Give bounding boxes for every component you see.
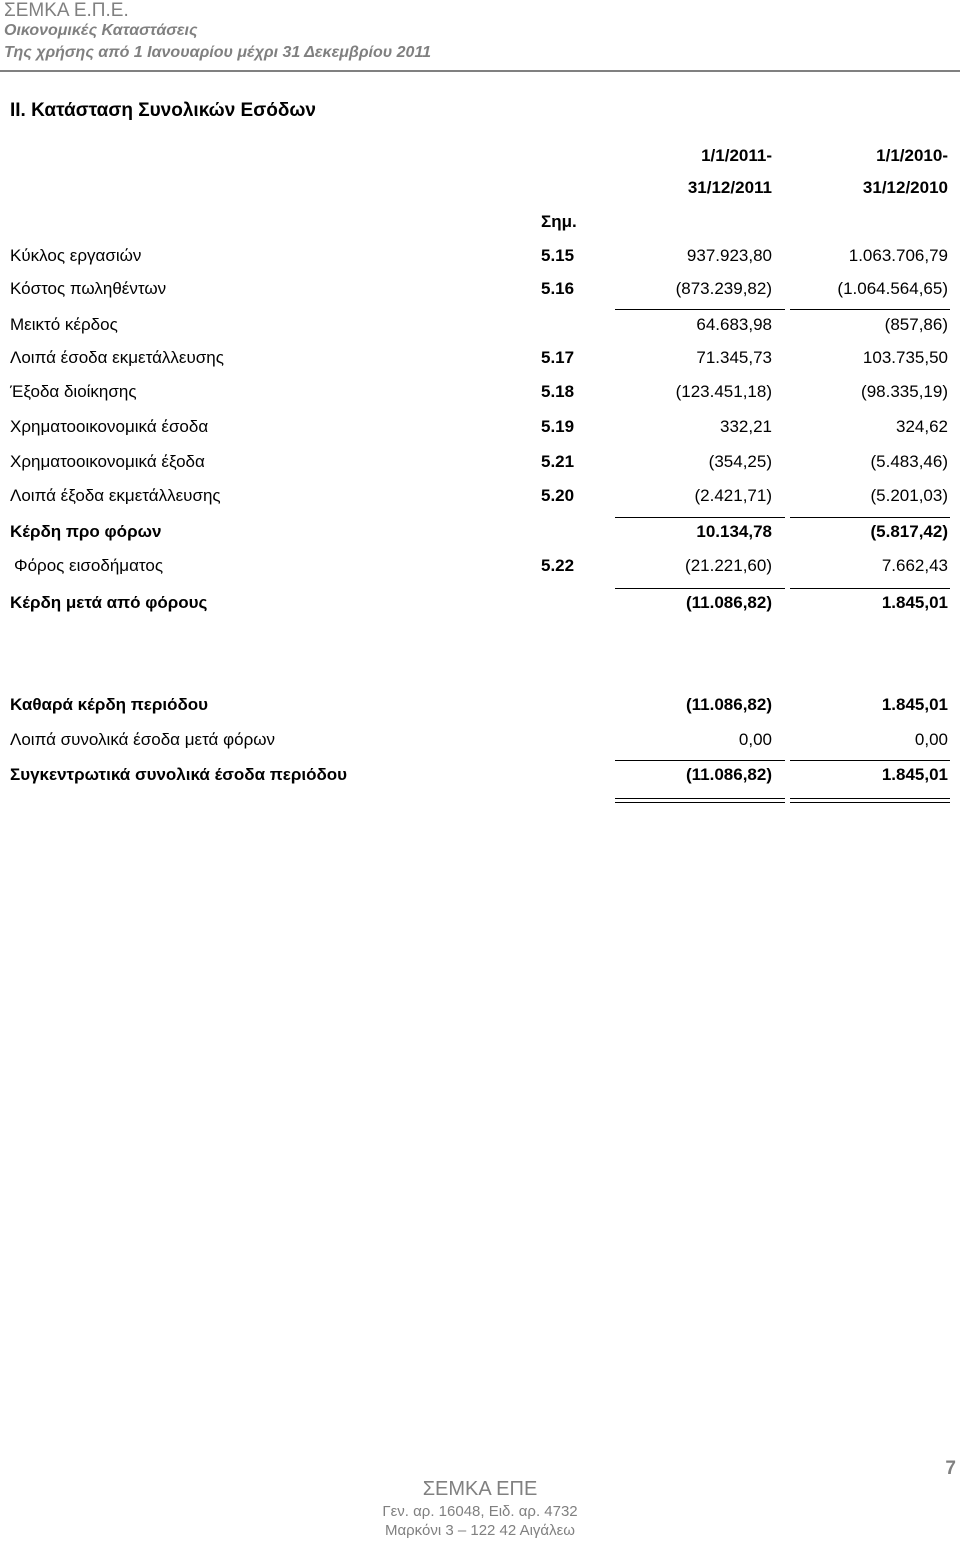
total-double-rule-2010 [790,798,950,803]
row-note: 5.20 [541,486,575,505]
row-other-operating-income [0,348,960,378]
subtotal-rule-2010 [790,760,950,761]
row-income-tax [0,556,960,586]
row-label: Καθαρά κέρδη περιόδου [10,695,209,714]
value-2010: 1.845,01 [881,765,948,784]
value-2011: (2.421,71) [694,486,772,505]
value-2011: (11.086,82) [685,593,772,612]
value-2010: (5.483,46) [870,452,948,471]
row-label: Φόρος εισοδήματος [14,556,164,575]
value-2011: 937.923,80 [686,246,772,265]
row-label: Κέρδη μετά από φόρους [10,593,208,612]
value-2011: (21.221,60) [685,556,772,575]
row-label: Χρηματοοικονομικά έσοδα [10,417,209,436]
statement-title: ΙΙ. Κατάσταση Συνολικών Εσόδων [10,100,316,121]
row-note: 5.18 [541,382,575,401]
row-gross-profit [0,315,960,345]
row-revenue [0,246,960,276]
value-2010: 1.845,01 [881,593,948,612]
row-other-operating-expenses [0,486,960,516]
row-note: 5.17 [541,348,575,367]
row-cost-of-sales [0,279,960,309]
header-divider [0,70,960,72]
value-2011: (11.086,82) [685,765,772,784]
value-2010: 103.735,50 [862,348,948,367]
value-2011: 10.134,78 [696,522,772,541]
subtotal-rule-2010 [790,588,950,589]
period-subtitle: Της χρήσης από 1 Ιανουαρίου μέχρι 31 Δεκεμβρίου 2011 [4,44,432,61]
value-2011: 0,00 [738,730,772,749]
row-note: 5.19 [541,417,575,436]
value-2010: (98.335,19) [861,382,948,401]
row-note: 5.16 [541,279,575,298]
footer-address: Μαρκόνι 3 – 122 42 Αιγάλεω [384,1522,575,1539]
document-title: Οικονομικές Καταστάσεις [4,22,198,39]
value-2010: 0,00 [914,730,948,749]
row-label: Κόστος πωληθέντων [10,279,167,298]
value-2010: (1.064.564,65) [837,279,948,298]
value-2010: (857,86) [884,315,948,334]
value-2011: 71.345,73 [696,348,772,367]
row-financial-income [0,417,960,447]
row-net-profit-period [0,695,960,725]
value-2011: (11.086,82) [685,695,772,714]
row-label: Κέρδη προ φόρων [10,522,162,541]
row-note: 5.15 [541,246,575,265]
row-label: Μεικτό κέρδος [10,315,118,334]
subtotal-rule-2011 [615,309,785,310]
value-2010: (5.201,03) [870,486,948,505]
value-2010: 324,62 [896,417,948,436]
value-2011: (354,25) [708,452,772,471]
value-2010: 1.845,01 [881,695,948,714]
row-note: 5.22 [541,556,575,575]
value-2010: 7.662,43 [881,556,948,575]
row-label: Χρηματοοικονομικά έξοδα [10,452,205,471]
row-financial-expenses [0,452,960,482]
column-2011-line2: 31/12/2011 [687,178,772,197]
value-2011: 64.683,98 [696,315,772,334]
column-2010-line2: 31/12/2010 [862,178,948,197]
footer-company: ΣΕΜΚΑ ΕΠΕ [422,1478,538,1500]
row-label: Λοιπά συνολικά έσοδα μετά φόρων [10,730,276,749]
value-2010: (5.817,42) [870,522,948,541]
row-label: Κύκλος εργασιών [10,246,142,265]
page-number: 7 [945,1458,956,1479]
row-total-comprehensive-income [0,765,960,795]
subtotal-rule-2011 [615,760,785,761]
row-profit-after-tax [0,593,960,623]
subtotal-rule-2010 [790,309,950,310]
value-2011: (873.239,82) [675,279,772,298]
row-label: Συγκεντρωτικά συνολικά έσοδα περιόδου [10,765,348,784]
row-note: 5.21 [541,452,575,471]
value-2011: 332,21 [720,417,772,436]
subtotal-rule-2010 [790,517,950,518]
note-column-header: Σημ. [541,212,577,231]
total-double-rule-2011 [615,798,785,803]
subtotal-rule-2011 [615,588,785,589]
row-administrative-expenses [0,382,960,412]
row-label: Λοιπά έσοδα εκμετάλλευσης [10,348,224,367]
row-profit-before-tax [0,522,960,552]
column-2010-line1: 1/1/2010- [876,146,948,165]
value-2011: (123.451,18) [675,382,772,401]
row-label: Λοιπά έξοδα εκμετάλλευσης [10,486,221,505]
footer-registry: Γεν. αρ. 16048, Ειδ. αρ. 4732 [382,1503,578,1520]
row-other-comprehensive-income [0,730,960,760]
value-2010: 1.063.706,79 [848,246,948,265]
column-2011-line1: 1/1/2011- [701,146,772,165]
subtotal-rule-2011 [615,517,785,518]
company-name: ΣΕΜΚΑ Ε.Π.Ε. [4,0,129,21]
row-label: Έξοδα διοίκησης [10,382,137,401]
